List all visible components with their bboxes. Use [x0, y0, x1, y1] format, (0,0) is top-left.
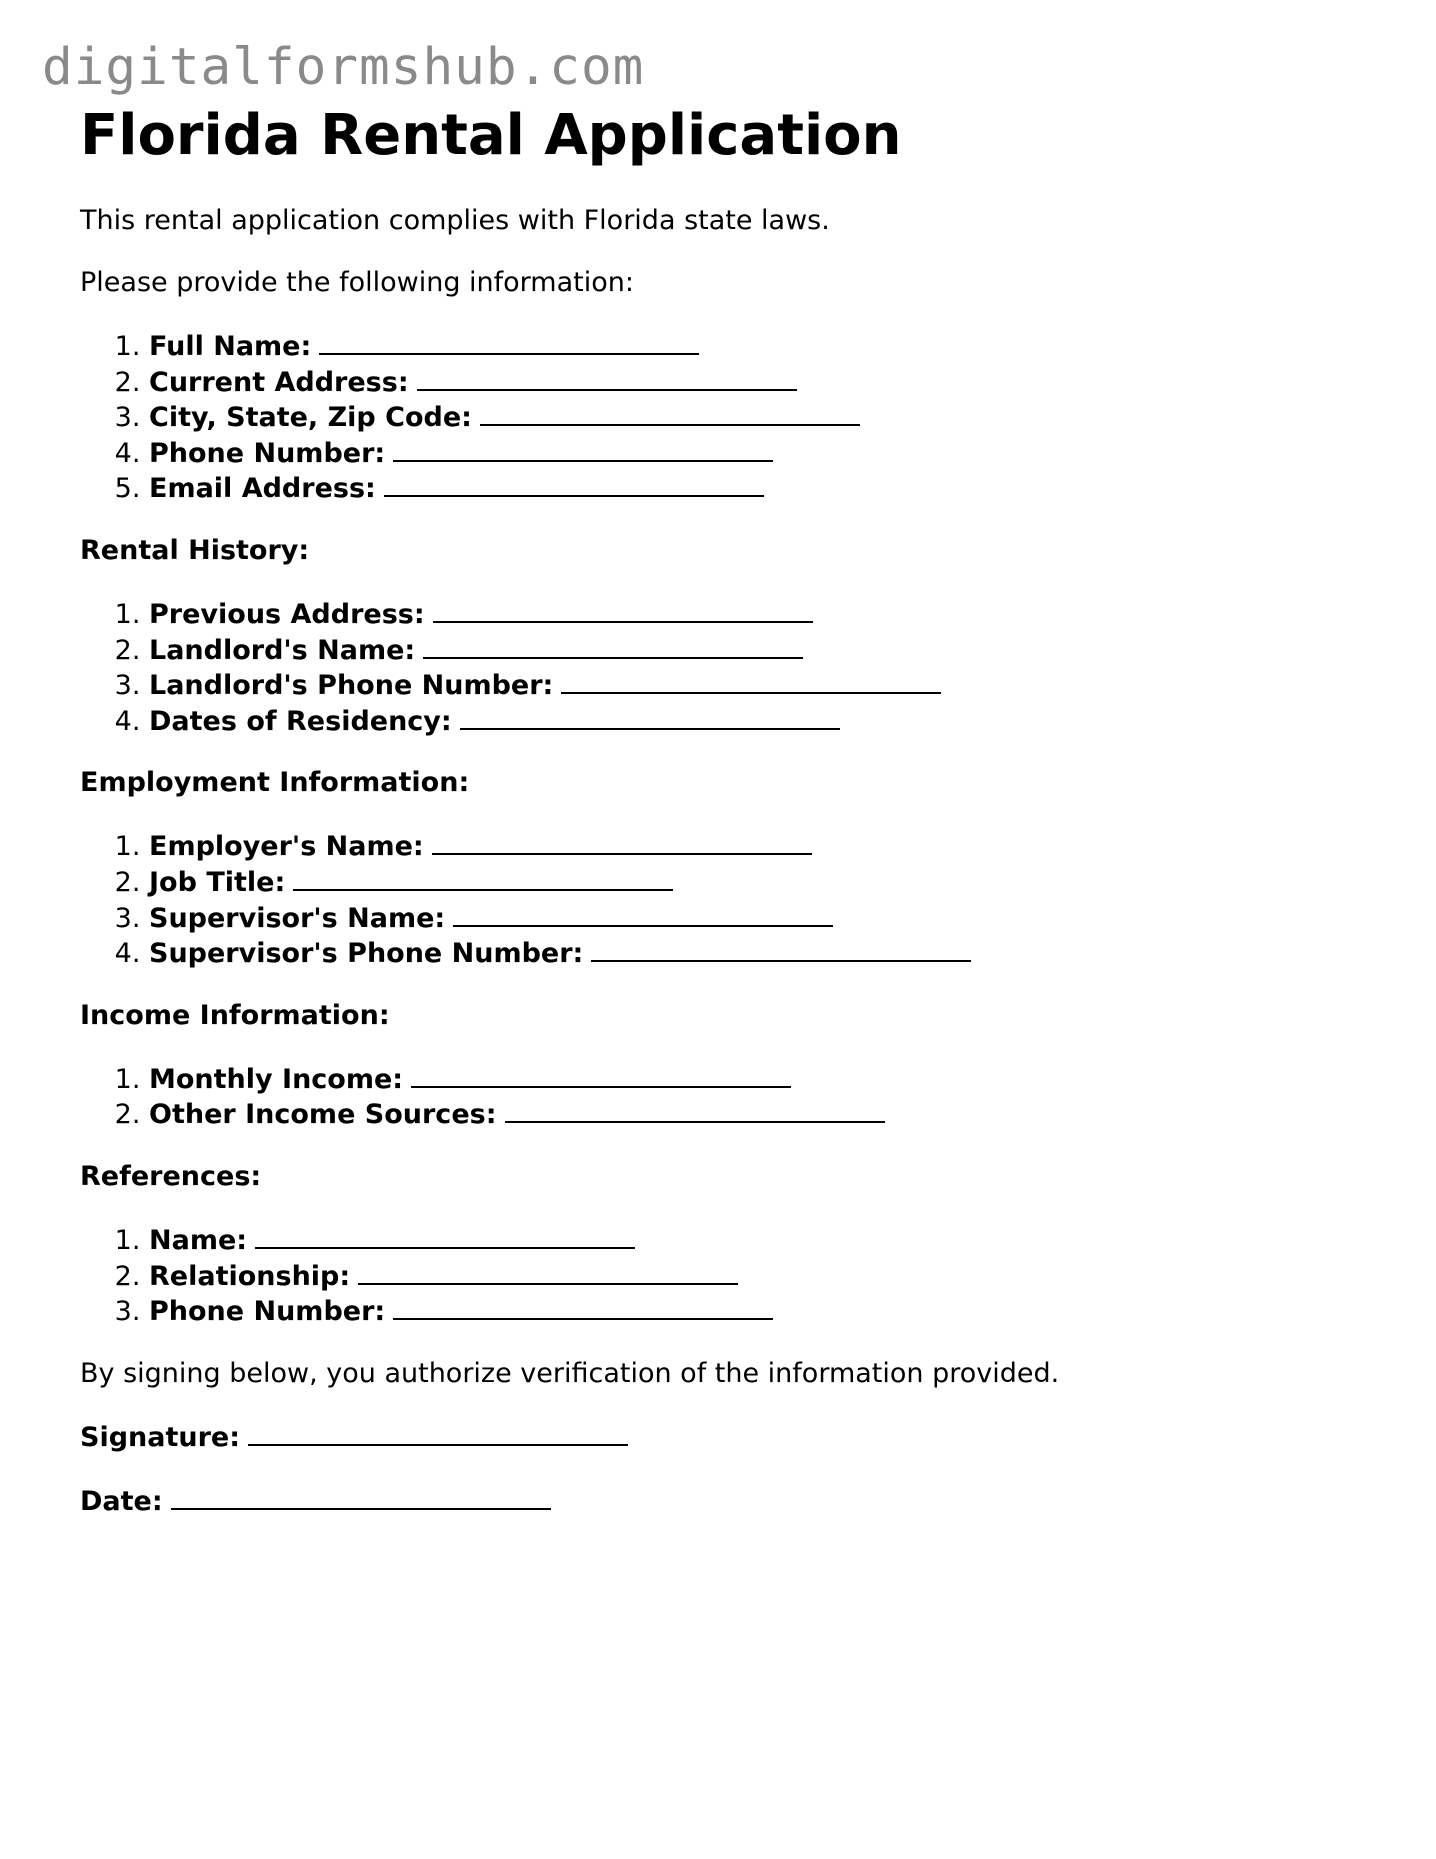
field-label: Employer's Name:	[149, 831, 424, 863]
list-item	[149, 435, 1380, 471]
reference-phone-field[interactable]	[393, 1293, 773, 1320]
signature-row	[80, 1419, 1380, 1455]
field-label: Dates of Residency:	[149, 705, 452, 737]
field-label: Landlord's Name:	[149, 634, 416, 666]
list-item	[149, 632, 1380, 668]
rental-history-list	[80, 596, 1380, 738]
field-label: Current Address:	[149, 366, 409, 398]
applicant-list	[80, 328, 1380, 506]
field-label: Name:	[149, 1224, 248, 1256]
monthly-income-field[interactable]	[411, 1061, 791, 1088]
field-label: Other Income Sources:	[149, 1099, 497, 1131]
form-page	[80, 96, 1380, 1519]
field-label: Job Title:	[149, 866, 286, 898]
field-label: Previous Address:	[149, 598, 425, 630]
list-item	[149, 667, 1380, 703]
list-item	[149, 935, 1380, 971]
form-title: Florida Rental Application	[80, 103, 902, 168]
field-label: Supervisor's Name:	[149, 902, 446, 934]
list-item	[149, 1258, 1380, 1294]
date-field[interactable]	[171, 1483, 551, 1510]
reference-relationship-field[interactable]	[358, 1258, 738, 1285]
current-address-field[interactable]	[417, 364, 797, 391]
field-label: Full Name:	[149, 331, 312, 362]
authorization-text: By signing below, you authorize verification of the information provided.	[80, 1357, 1060, 1389]
list-item	[149, 399, 1380, 435]
income-heading: Income Information:	[80, 999, 390, 1031]
list-item	[149, 470, 1380, 506]
instructions-text: Please provide the following information:	[80, 267, 634, 298]
list-item	[149, 1293, 1380, 1329]
compliance-text: This rental application complies with Florida state laws.	[80, 205, 830, 236]
signature-field[interactable]	[248, 1419, 628, 1446]
list-item	[149, 1061, 1380, 1097]
employment-heading: Employment Information:	[80, 767, 470, 799]
supervisor-phone-field[interactable]	[591, 935, 971, 962]
employment-list	[80, 828, 1380, 970]
field-label: Supervisor's Phone Number:	[149, 938, 584, 970]
phone-number-field[interactable]	[393, 435, 773, 462]
list-item	[149, 828, 1380, 864]
full-name-field[interactable]	[319, 328, 699, 355]
field-label: Phone Number:	[149, 437, 386, 469]
other-income-field[interactable]	[505, 1096, 885, 1123]
list-item	[149, 864, 1380, 900]
list-item	[149, 364, 1380, 400]
field-label: Monthly Income:	[149, 1063, 404, 1095]
watermark: digitalformshub.com	[42, 38, 645, 97]
landlord-phone-field[interactable]	[561, 667, 941, 694]
field-label: Phone Number:	[149, 1296, 386, 1328]
field-label: Email Address:	[149, 473, 376, 505]
previous-address-field[interactable]	[433, 596, 813, 623]
list-item	[149, 900, 1380, 936]
reference-name-field[interactable]	[255, 1222, 635, 1249]
dates-of-residency-field[interactable]	[460, 703, 840, 730]
income-list	[80, 1061, 1380, 1132]
list-item	[149, 1222, 1380, 1258]
date-label: Date:	[80, 1485, 163, 1517]
list-item	[149, 1096, 1380, 1132]
field-label: Landlord's Phone Number:	[149, 670, 554, 702]
references-list	[80, 1222, 1380, 1329]
city-state-zip-field[interactable]	[480, 399, 860, 426]
list-item	[149, 596, 1380, 632]
references-heading: References:	[80, 1160, 262, 1192]
rental-history-heading: Rental History:	[80, 534, 310, 566]
list-item	[149, 328, 1380, 364]
list-item	[149, 703, 1380, 739]
field-label: City, State, Zip Code:	[149, 402, 472, 434]
landlord-name-field[interactable]	[423, 632, 803, 659]
employer-name-field[interactable]	[432, 828, 812, 855]
job-title-field[interactable]	[293, 864, 673, 891]
signature-label: Signature:	[80, 1421, 241, 1453]
supervisor-name-field[interactable]	[453, 900, 833, 927]
date-row	[80, 1483, 1380, 1519]
email-address-field[interactable]	[384, 470, 764, 497]
field-label: Relationship:	[149, 1260, 351, 1292]
